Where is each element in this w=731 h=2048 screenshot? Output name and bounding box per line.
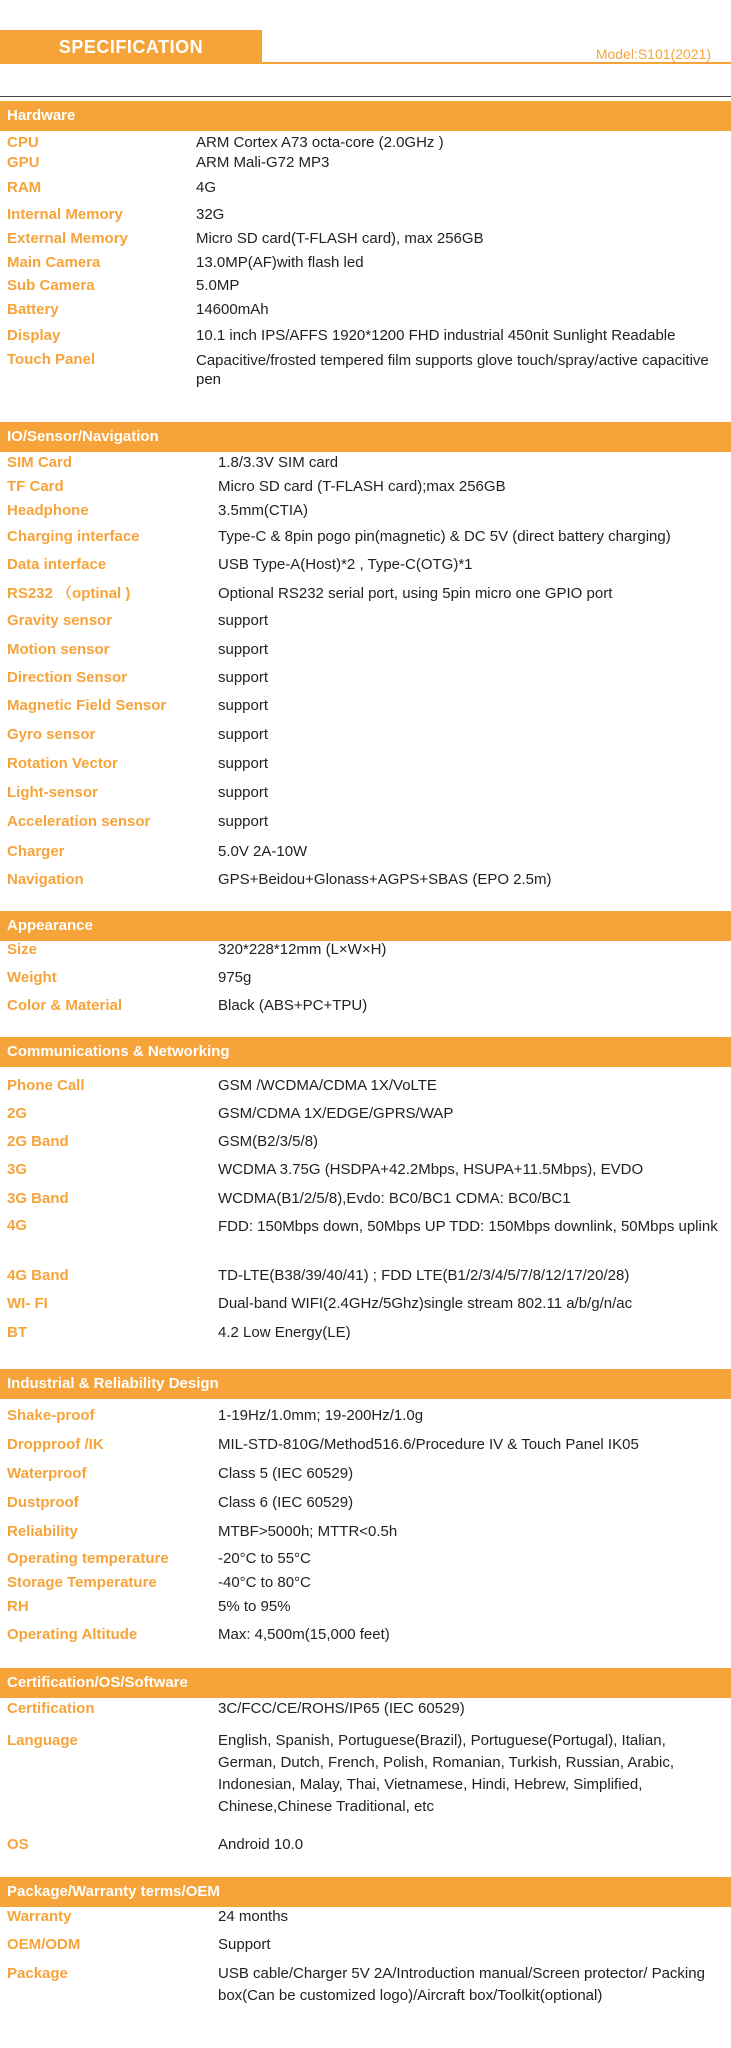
spec-label: Weight bbox=[7, 969, 57, 986]
spec-value: GSM/CDMA 1X/EDGE/GPRS/WAP bbox=[218, 1105, 454, 1122]
section-header: Appearance bbox=[0, 911, 731, 941]
spec-value: support bbox=[218, 612, 269, 629]
divider bbox=[0, 96, 731, 97]
spec-value: 4G bbox=[196, 179, 217, 196]
spec-label: RH bbox=[7, 1598, 29, 1615]
spec-label: Operating Altitude bbox=[7, 1626, 138, 1643]
spec-label: Navigation bbox=[7, 871, 84, 888]
spec-value: Max: 4,500m(15,000 feet) bbox=[218, 1626, 390, 1643]
spec-label: GPU bbox=[7, 154, 40, 171]
spec-value: FDD: 150Mbps down, 50Mbps UP TDD: 150Mbps downlink, 50Mbps uplink bbox=[218, 1217, 718, 1235]
spec-value: WCDMA 3.75G (HSDPA+42.2Mbps, HSUPA+11.5Mbps), EVDO bbox=[218, 1161, 644, 1178]
spec-label: Waterproof bbox=[7, 1465, 87, 1482]
spec-value: GSM /WCDMA/CDMA 1X/VoLTE bbox=[218, 1077, 437, 1094]
spec-value: 1-19Hz/1.0mm; 19-200Hz/1.0g bbox=[218, 1407, 424, 1424]
spec-value: ARM Mali-G72 MP3 bbox=[196, 154, 330, 171]
section-header: Hardware bbox=[0, 101, 731, 131]
spec-value: 24 months bbox=[218, 1908, 289, 1925]
spec-value: GSM(B2/3/5/8) bbox=[218, 1133, 319, 1150]
spec-value: Class 6 (IEC 60529) bbox=[218, 1494, 354, 1511]
spec-label: Battery bbox=[7, 301, 59, 318]
spec-value: Class 5 (IEC 60529) bbox=[218, 1465, 354, 1482]
spec-label: Display bbox=[7, 327, 61, 344]
spec-value: 5.0V 2A-10W bbox=[218, 843, 308, 860]
spec-value: 13.0MP(AF)with flash led bbox=[196, 254, 364, 271]
spec-value: GPS+Beidou+Glonass+AGPS+SBAS (EPO 2.5m) bbox=[218, 871, 552, 888]
spec-label: Touch Panel bbox=[7, 351, 96, 368]
spec-value: 3C/FCC/CE/ROHS/IP65 (IEC 60529) bbox=[218, 1700, 465, 1717]
section-header: Communications & Networking bbox=[0, 1037, 731, 1067]
spec-label: Shake-proof bbox=[7, 1407, 95, 1424]
spec-label: External Memory bbox=[7, 230, 128, 247]
section-header: Package/Warranty terms/OEM bbox=[0, 1877, 731, 1907]
spec-value: 10.1 inch IPS/AFFS 1920*1200 FHD industrial 450nit Sunlight Readable bbox=[196, 327, 676, 344]
spec-value: support bbox=[218, 669, 269, 686]
spec-value: Android 10.0 bbox=[218, 1836, 304, 1853]
spec-label: Internal Memory bbox=[7, 206, 123, 223]
spec-label: 2G Band bbox=[7, 1133, 69, 1150]
spec-label: Certification bbox=[7, 1700, 95, 1717]
spec-value: Capacitive/frosted tempered film supports glove touch/spray/active capacitive pen bbox=[196, 351, 709, 388]
spec-value: support bbox=[218, 784, 269, 801]
spec-label: SIM Card bbox=[7, 454, 73, 471]
spec-label: RAM bbox=[7, 179, 42, 196]
spec-value: 975g bbox=[218, 969, 252, 986]
spec-label: Acceleration sensor bbox=[7, 813, 151, 830]
spec-value: 1.8/3.3V SIM card bbox=[218, 454, 339, 471]
spec-label: Reliability bbox=[7, 1523, 78, 1540]
spec-label: Light-sensor bbox=[7, 784, 98, 801]
spec-value: TD-LTE(B38/39/40/41) ; FDD LTE(B1/2/3/4/5/7/8/12/17/20/28) bbox=[218, 1267, 630, 1284]
spec-value: ARM Cortex A73 octa-core (2.0GHz ) bbox=[196, 134, 444, 151]
title-underline bbox=[262, 62, 731, 64]
spec-value: support bbox=[218, 726, 269, 743]
spec-label: Sub Camera bbox=[7, 277, 95, 294]
spec-value: USB Type-A(Host)*2 , Type-C(OTG)*1 bbox=[218, 556, 473, 573]
spec-value: support bbox=[218, 755, 269, 772]
spec-label: OEM/ODM bbox=[7, 1936, 81, 1953]
page-title: SPECIFICATION bbox=[0, 30, 262, 64]
spec-value: support bbox=[218, 641, 269, 658]
spec-label: Main Camera bbox=[7, 254, 101, 271]
spec-label: Color & Material bbox=[7, 997, 123, 1014]
spec-value: -40°C to 80°C bbox=[218, 1574, 311, 1591]
spec-label: Operating temperature bbox=[7, 1550, 169, 1567]
spec-value: Micro SD card (T-FLASH card);max 256GB bbox=[218, 478, 506, 495]
spec-label: Magnetic Field Sensor bbox=[7, 697, 167, 714]
spec-label: Motion sensor bbox=[7, 641, 110, 658]
spec-value: USB cable/Charger 5V 2A/Introduction manual/Screen protector/ Packing box(Can be customized logo)/Aircraft box/Toolkit(optional) bbox=[218, 1965, 705, 2004]
section-header: Certification/OS/Software bbox=[0, 1668, 731, 1698]
spec-value: support bbox=[218, 697, 269, 714]
spec-value: WCDMA(B1/2/5/8),Evdo: BC0/BC1 CDMA: BC0/BC1 bbox=[218, 1190, 571, 1207]
spec-value: Dual-band WIFI(2.4GHz/5Ghz)single stream 802.11 a/b/g/n/ac bbox=[218, 1295, 633, 1312]
spec-label: 4G Band bbox=[7, 1267, 69, 1284]
spec-label: 2G bbox=[7, 1105, 28, 1122]
spec-label: RS232 （optinal ) bbox=[7, 585, 131, 602]
spec-label: OS bbox=[7, 1836, 29, 1853]
spec-label: WI- FI bbox=[7, 1295, 48, 1312]
model-label: Model:S101(2021) bbox=[595, 46, 711, 62]
spec-label: Package bbox=[7, 1965, 68, 1982]
section-header: IO/Sensor/Navigation bbox=[0, 422, 731, 452]
spec-label: 4G bbox=[7, 1217, 28, 1234]
spec-value: MTBF>5000h; MTTR<0.5h bbox=[218, 1523, 398, 1540]
spec-value: 32G bbox=[196, 206, 225, 223]
spec-value: 5% to 95% bbox=[218, 1598, 291, 1615]
section-header: Industrial & Reliability Design bbox=[0, 1369, 731, 1399]
spec-value: MIL-STD-810G/Method516.6/Procedure IV & Touch Panel IK05 bbox=[218, 1436, 639, 1453]
spec-label: Gravity sensor bbox=[7, 612, 113, 629]
spec-value: 320*228*12mm (L×W×H) bbox=[218, 941, 387, 958]
spec-label: Language bbox=[7, 1732, 78, 1749]
spec-label: Dropproof /IK bbox=[7, 1436, 104, 1453]
spec-value: Optional RS232 serial port, using 5pin micro one GPIO port bbox=[218, 585, 613, 602]
spec-value: Support bbox=[218, 1936, 271, 1953]
spec-label: Rotation Vector bbox=[7, 755, 118, 772]
spec-label: 3G bbox=[7, 1161, 28, 1178]
spec-value: Micro SD card(T-FLASH card), max 256GB bbox=[196, 230, 484, 247]
spec-value: 14600mAh bbox=[196, 301, 269, 318]
spec-value: support bbox=[218, 813, 269, 830]
spec-label: CPU bbox=[7, 134, 39, 151]
spec-value: 3.5mm(CTIA) bbox=[218, 502, 308, 519]
spec-label: Charger bbox=[7, 843, 65, 860]
spec-label: Headphone bbox=[7, 502, 89, 519]
spec-label: Dustproof bbox=[7, 1494, 79, 1511]
spec-label: TF Card bbox=[7, 478, 64, 495]
spec-value: Type-C & 8pin pogo pin(magnetic) & DC 5V (direct battery charging) bbox=[218, 528, 671, 545]
spec-value: English, Spanish, Portuguese(Brazil), Portuguese(Portugal), Italian, German, Dutch, French, Polish, Romanian, Turkish, Russian, Arabic, Indonesian, Malay, Thai, Vietnamese, Hindi, Hebrew, Simplified, Chinese,Chinese Traditional, etc bbox=[218, 1732, 675, 1815]
spec-label: Storage Temperature bbox=[7, 1574, 157, 1591]
spec-label: 3G Band bbox=[7, 1190, 69, 1207]
spec-label: Gyro sensor bbox=[7, 726, 96, 743]
spec-label: Warranty bbox=[7, 1908, 72, 1925]
spec-value: 4.2 Low Energy(LE) bbox=[218, 1324, 351, 1341]
spec-value: -20°C to 55°C bbox=[218, 1550, 311, 1567]
spec-label: Size bbox=[7, 941, 38, 958]
spec-label: BT bbox=[7, 1324, 27, 1341]
spec-label: Direction Sensor bbox=[7, 669, 128, 686]
spec-label: Charging interface bbox=[7, 528, 140, 545]
spec-label: Data interface bbox=[7, 556, 107, 573]
spec-value: Black (ABS+PC+TPU) bbox=[218, 997, 368, 1014]
spec-value: 5.0MP bbox=[196, 277, 240, 294]
spec-label: Phone Call bbox=[7, 1077, 85, 1094]
